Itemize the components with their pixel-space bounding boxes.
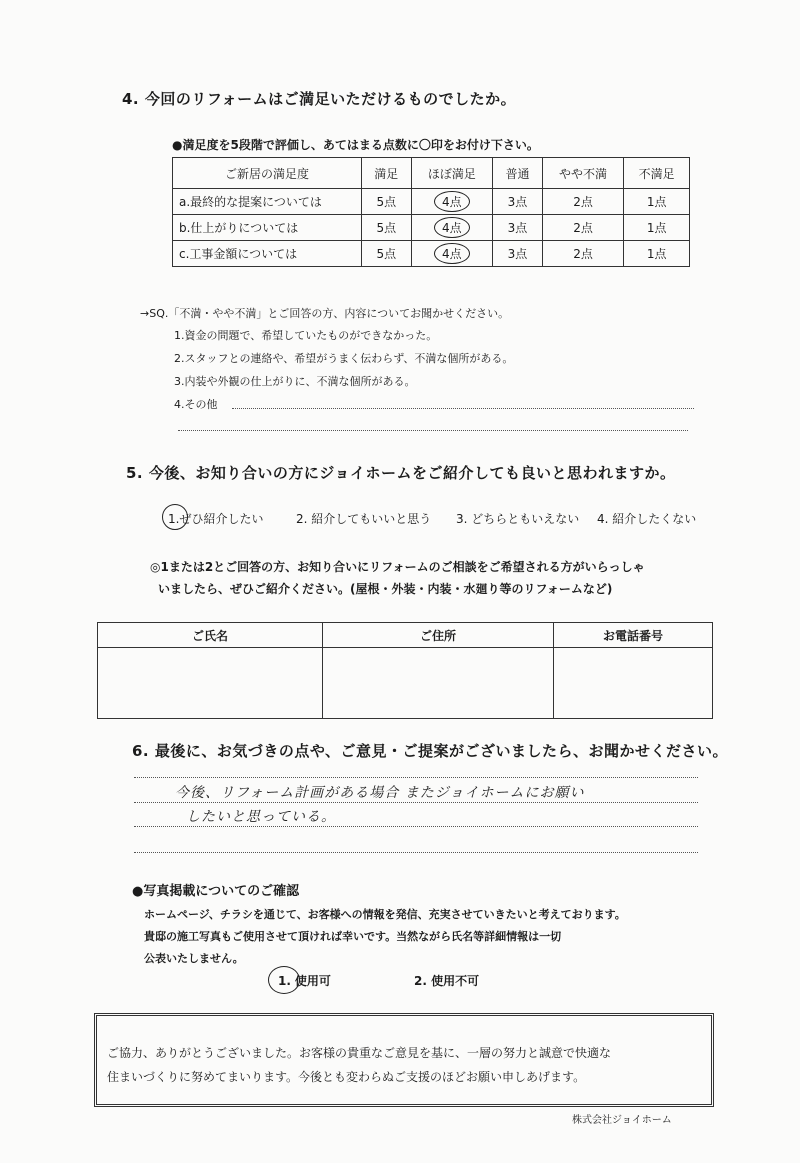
header-cell: 満足: [362, 158, 412, 189]
score-option[interactable]: 2点: [542, 241, 624, 267]
score-option[interactable]: 5点: [362, 215, 412, 241]
score-option[interactable]: 1点: [624, 215, 690, 241]
q5-option[interactable]: 2. 紹介してもいいと思う: [296, 512, 432, 526]
score-option[interactable]: 2点: [542, 215, 624, 241]
referral-name-field[interactable]: [98, 648, 323, 719]
satisfaction-header-row: [173, 158, 690, 189]
score-option[interactable]: 2点: [542, 189, 624, 215]
company-name: 株式会社ジョイホーム: [572, 1115, 672, 1126]
score-option-selected[interactable]: [411, 215, 493, 241]
comment-line[interactable]: [134, 777, 698, 778]
score-option[interactable]: 3点: [493, 241, 543, 267]
q4-instruction: ●満足度を5段階で評価し、あてはまる点数に〇印をお付け下さい。: [172, 138, 539, 152]
satisfaction-table: [172, 157, 690, 267]
closing-text: 住まいづくりに努めてまいります。今後とも変わらぬご支援のほどお願い申しあげます。: [107, 1070, 586, 1084]
comment-line[interactable]: [134, 826, 698, 827]
handwritten-comment: したいと思っている。: [186, 809, 336, 825]
q5-option[interactable]: 3. どちらともいえない: [456, 512, 580, 526]
sq-item[interactable]: 4.その他: [174, 398, 218, 411]
satisfaction-row: [173, 241, 690, 267]
selected-circle-mark: 4点: [434, 243, 470, 264]
sq-title: →SQ.「不満・やや不満」とご回答の方、内容についてお聞かせください。: [140, 307, 510, 320]
referral-header-address: ご住所: [323, 623, 554, 648]
score-option-selected[interactable]: [411, 241, 493, 267]
referral-address-field[interactable]: [323, 648, 554, 719]
selected-circle-mark: 4点: [434, 217, 470, 238]
satisfaction-row: [173, 189, 690, 215]
selected-circle-mark: [162, 504, 188, 530]
photo-option-deny[interactable]: 2. 使用不可: [414, 974, 480, 988]
referral-phone-field[interactable]: [554, 648, 713, 719]
sq-item[interactable]: 1.資金の問題で、希望していたものができなかった。: [174, 329, 438, 342]
sq-item[interactable]: 3.内装や外観の仕上がりに、不満な個所がある。: [174, 375, 416, 388]
selected-circle-mark: 4点: [434, 191, 470, 212]
score-option[interactable]: 5点: [362, 241, 412, 267]
referral-table: [97, 622, 713, 719]
q4-title: 4. 今回のリフォームはご満足いただけるものでしたか。: [122, 90, 517, 108]
photo-option-number: 1.: [278, 974, 291, 988]
q5-title: 5. 今後、お知り合いの方にジョイホームをご紹介しても良いと思われますか。: [126, 464, 676, 482]
selected-circle-mark: [268, 966, 300, 994]
q5-note: いましたら、ぜひご紹介ください。(屋根・外装・内装・水廻り等のリフォームなど): [158, 582, 613, 596]
score-option[interactable]: 1点: [624, 241, 690, 267]
header-cell: 普通: [493, 158, 543, 189]
comment-line[interactable]: [134, 852, 698, 853]
q5-option[interactable]: 4. 紹介したくない: [597, 512, 697, 526]
q5-note: ◎1または2とご回答の方、お知り合いにリフォームのご相談をご希望される方がいらっしゃ: [150, 560, 645, 574]
header-cell: ほぼ満足: [411, 158, 493, 189]
score-option-selected[interactable]: [411, 189, 493, 215]
comment-line[interactable]: [134, 802, 698, 803]
row-label: a.最終的な提案については: [173, 189, 362, 215]
row-label: c.工事金額については: [173, 241, 362, 267]
header-cell: やや不満: [542, 158, 624, 189]
photo-text: 公表いたしません。: [144, 952, 244, 965]
other-answer-line[interactable]: [178, 430, 688, 431]
satisfaction-row: [173, 215, 690, 241]
score-option[interactable]: 3点: [493, 215, 543, 241]
q5-option-label: 1.ぜひ紹介したい: [168, 512, 264, 526]
handwritten-comment: 今後、リフォーム計画がある場合 またジョイホームにお願い: [175, 785, 585, 801]
photo-option-label: 使用可: [294, 974, 331, 988]
row-label: b.仕上がりについては: [173, 215, 362, 241]
header-cell: ご新居の満足度: [173, 158, 362, 189]
header-cell: 不満足: [624, 158, 690, 189]
photo-text: 貴邸の施工写真もご使用させて頂ければ幸いです。当然ながら氏名等詳細情報は一切: [144, 930, 562, 943]
q6-title: 6. 最後に、お気づきの点や、ご意見・ご提案がございましたら、お聞かせください。: [132, 742, 729, 760]
photo-title: ●写真掲載についてのご確認: [132, 884, 300, 899]
other-answer-line[interactable]: [232, 408, 694, 409]
closing-box: [94, 1013, 714, 1107]
closing-text: ご協力、ありがとうございました。お客様の貴重なご意見を基に、一層の努力と誠意で快適な: [107, 1046, 612, 1060]
score-option[interactable]: 1点: [624, 189, 690, 215]
score-option[interactable]: 5点: [362, 189, 412, 215]
score-option[interactable]: 3点: [493, 189, 543, 215]
photo-text: ホームページ、チラシを通じて、お客様への情報を発信、充実させていきたいと考えております。: [144, 908, 626, 921]
sq-item[interactable]: 2.スタッフとの連絡や、希望がうまく伝わらず、不満な個所がある。: [174, 352, 514, 365]
referral-header-phone: お電話番号: [554, 623, 713, 648]
referral-header-name: ご氏名: [98, 623, 323, 648]
